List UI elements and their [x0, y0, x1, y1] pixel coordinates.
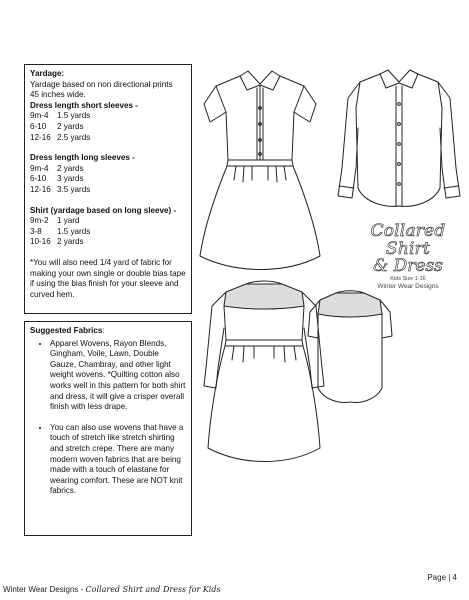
short-sleeve-heading: Dress length short sleeves - [30, 100, 138, 110]
fabrics-panel [24, 321, 192, 536]
amount-label: 3 yards [57, 174, 84, 184]
fabrics-list [30, 339, 186, 497]
size-label: 3-8 [30, 226, 42, 236]
fabrics-heading-colon: : [102, 326, 105, 335]
yardage-row [30, 216, 186, 227]
pattern-title-block [348, 222, 468, 290]
footer-pattern-name: Collared Shirt and Dress for Kids [85, 585, 221, 594]
size-label: 12-16 [30, 132, 51, 142]
size-label: 6-10 [30, 121, 47, 131]
yardage-row [30, 174, 186, 185]
fabrics-heading-line [30, 326, 186, 337]
amount-label: 1 yard [57, 216, 80, 226]
list-item: • Apparel Wovens, Rayon Blends, Gingham, Voile, Lawn, Double Gauze, Chambray, and other light weight wovens. *Quilting cotton also works well in this pattern for both shirt and dress, it will give a crisper overall finish with less drape. [50, 339, 186, 413]
amount-label: 1.5 yards [57, 111, 91, 121]
yardage-row [30, 133, 186, 144]
size-label: 9m-4 [30, 163, 49, 173]
amount-label: 2.5 yards [57, 132, 91, 142]
amount-label: 1.5 yards [57, 226, 91, 236]
list-item: • You can also use wovens that have a touch of stretch like stretch shirting and stretch crepe. There are many modern woven fabrics that are being made with a touch of elastane for wearing comfort. These are NOT knit fabrics. [50, 423, 186, 497]
yardage-row [30, 185, 186, 196]
amount-label: 2 yards [57, 121, 84, 131]
kids-size-label: Kids Size 1-16 [390, 276, 426, 282]
size-label: 10-16 [30, 237, 51, 247]
long-sleeve-shirt-sketch [334, 68, 464, 216]
fabrics-heading: Suggested Fabrics [30, 326, 103, 335]
size-label: 9m-2 [30, 216, 49, 226]
footer-brand-name: Winter Wear Designs - [3, 585, 86, 594]
page-number: Page | 4 [427, 573, 457, 582]
yardage-panel [24, 64, 192, 314]
brand-label: Winter Wear Designs [377, 283, 439, 290]
size-label: 9m-4 [30, 111, 49, 121]
shirt-back-sketch [300, 288, 400, 406]
yardage-intro-2: 45 inches wide. [30, 90, 86, 100]
long-sleeve-heading: Dress length long sleeves - [30, 153, 135, 163]
yardage-row [30, 111, 186, 122]
yardage-row [30, 227, 186, 238]
size-label: 6-10 [30, 174, 47, 184]
amount-label: 3.5 yards [57, 184, 91, 194]
bias-tape-note: *You will also need 1/4 yard of fabric for making your own single or double bias tape if using the bias finish for your sleeve and curved hem. [30, 257, 186, 299]
amount-label: 2 yards [57, 237, 84, 247]
yardage-row [30, 122, 186, 133]
pattern-title-line1: Collared Shirt [370, 221, 446, 259]
short-sleeve-dress-sketch [196, 68, 326, 274]
shirt-heading: Shirt (yardage based on long sleeve) - [30, 205, 177, 215]
footer-brand [3, 585, 221, 594]
yardage-row [30, 237, 186, 248]
yardage-heading: Yardage: [30, 69, 65, 78]
yardage-intro-1: Yardage based on non directional prints [30, 79, 173, 89]
pattern-title-line2: & Dress [373, 256, 443, 276]
yardage-row [30, 164, 186, 175]
amount-label: 2 yards [57, 163, 84, 173]
size-label: 12-16 [30, 184, 51, 194]
